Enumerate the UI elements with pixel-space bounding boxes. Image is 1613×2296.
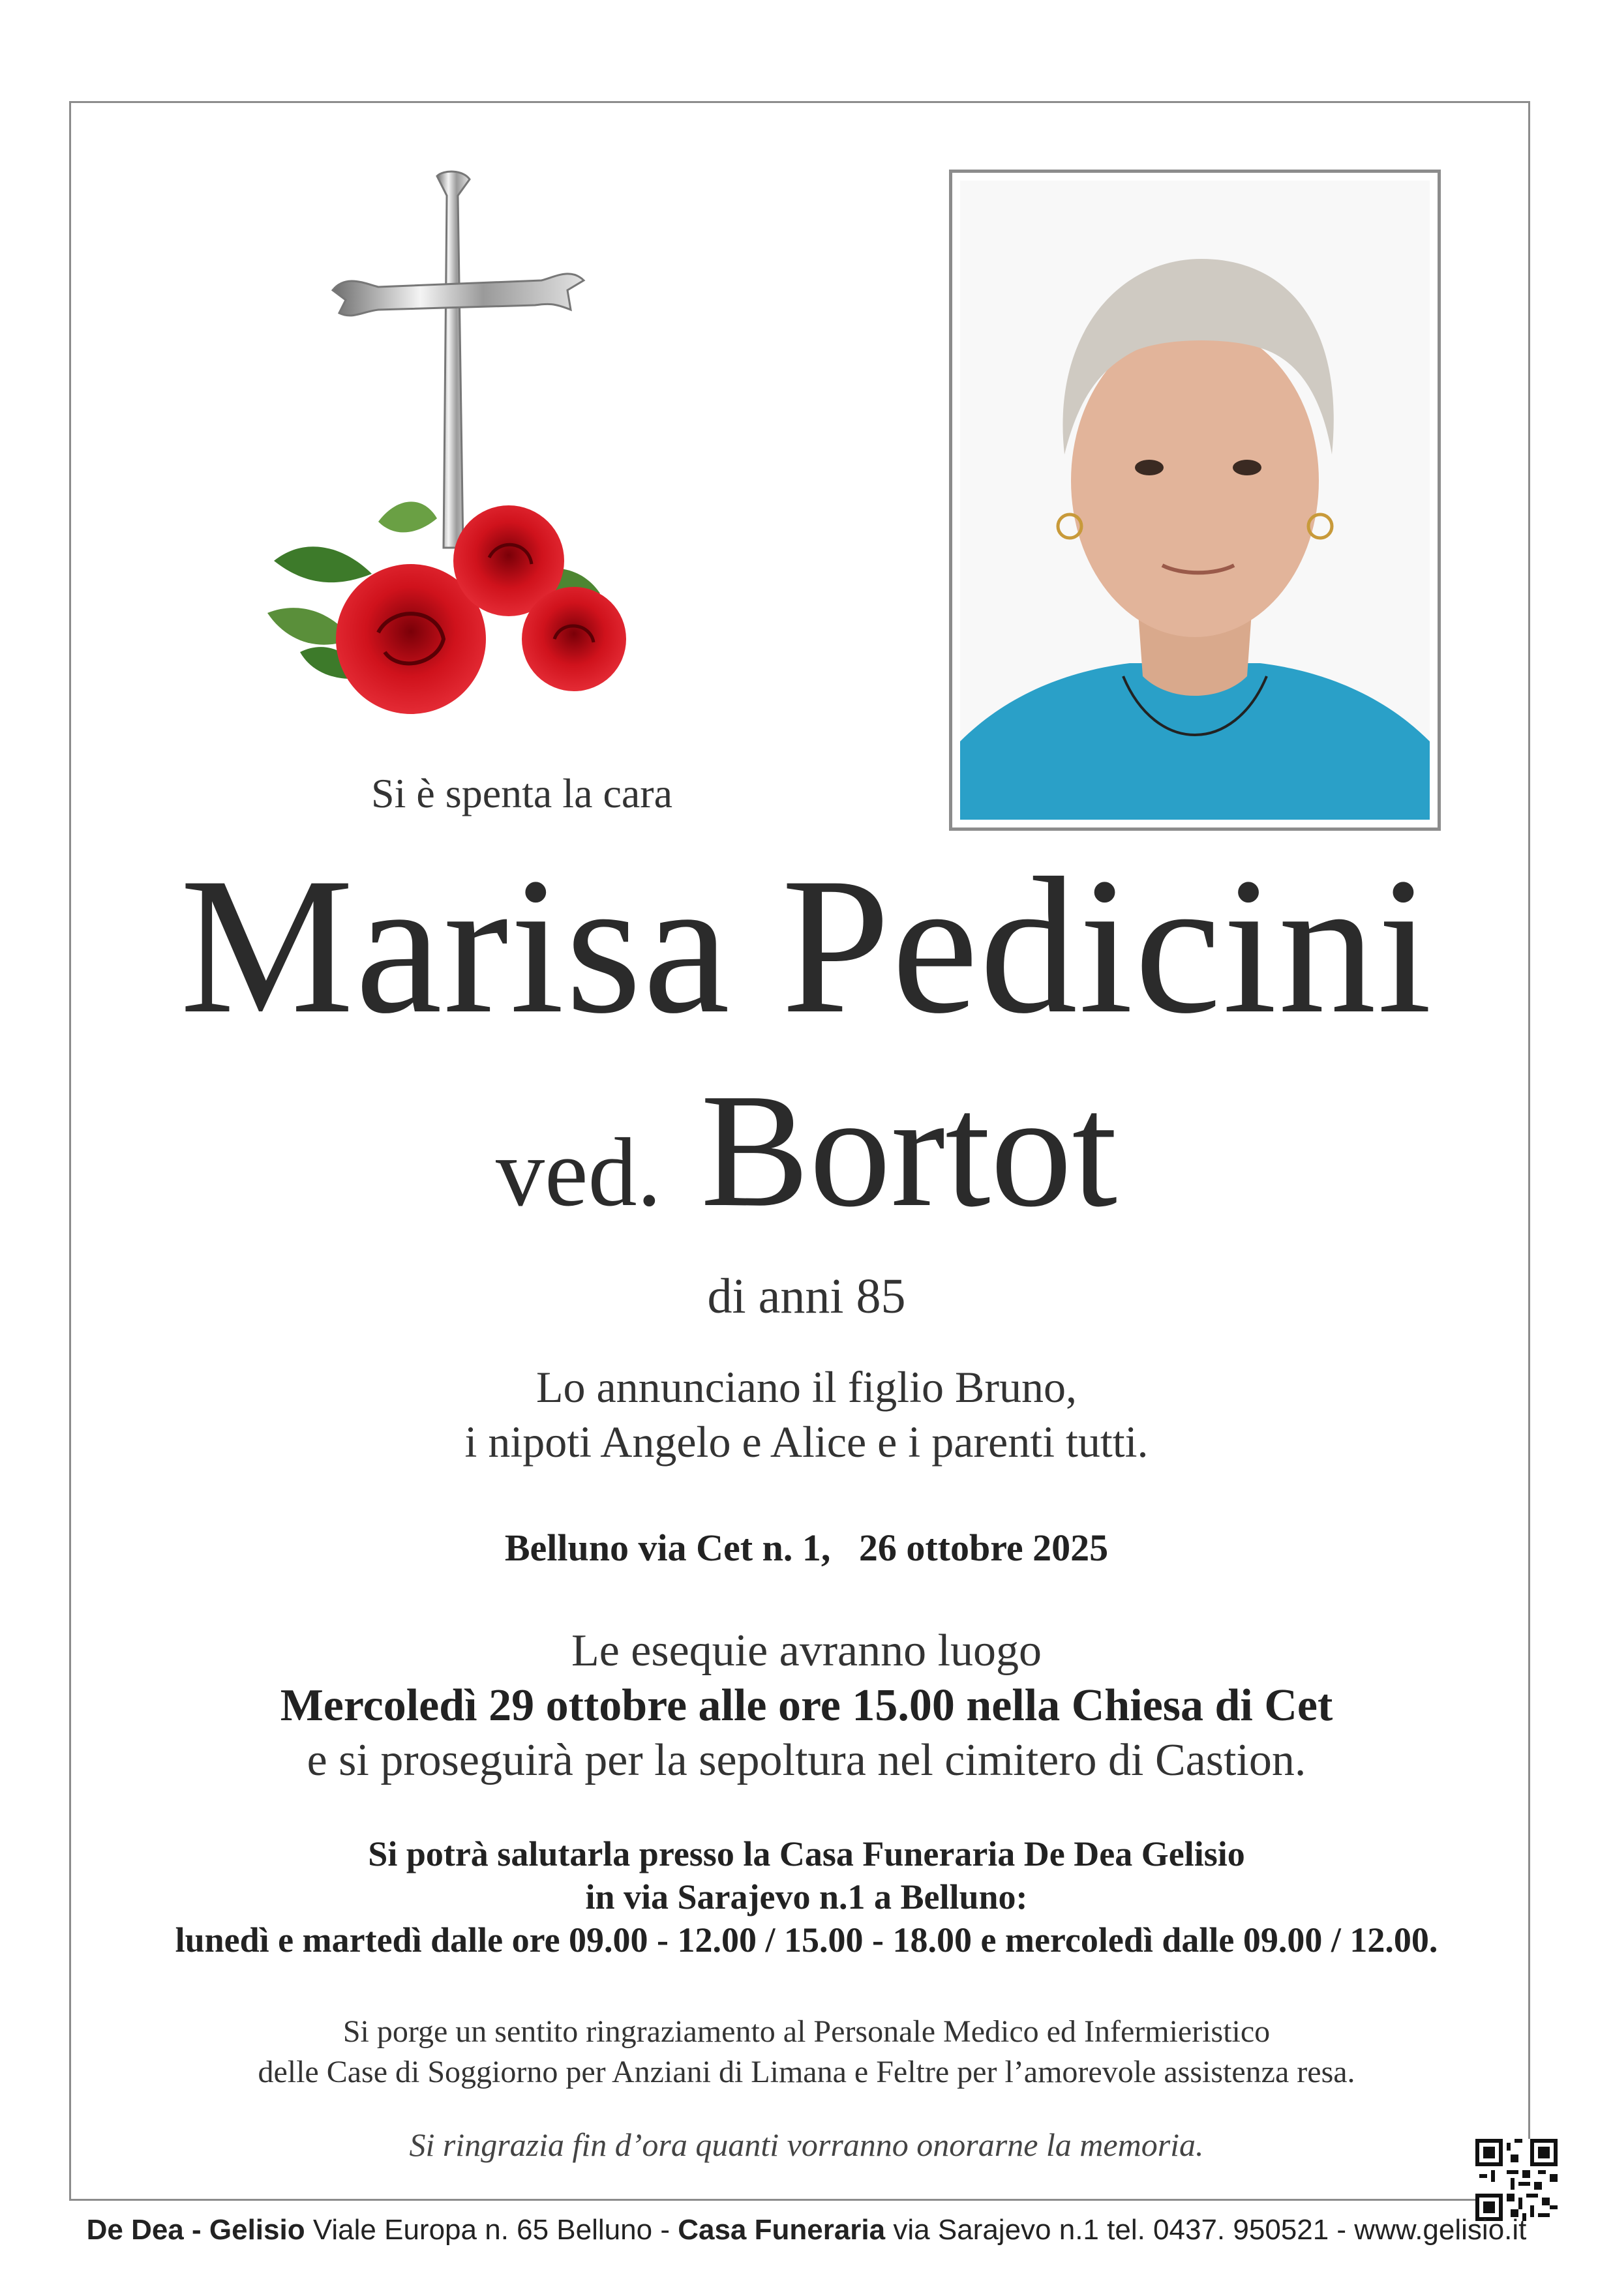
footer-company-address: Viale Europa n. 65 Belluno - bbox=[312, 2214, 670, 2246]
thanks-line: delle Case di Soggiorno per Anziani di Limana e Feltre per l’amorevole assistenza resa. bbox=[258, 2055, 1355, 2089]
announcement bbox=[0, 1360, 1613, 1469]
visitation-line: Si potrà salutarla presso la Casa Funeraria De Dea Gelisio bbox=[368, 1834, 1245, 1873]
cross-with-roses-icon bbox=[248, 157, 665, 730]
closing-text: Si ringrazia fin d’ora quanti vorranno onorarne la memoria. bbox=[409, 2126, 1204, 2163]
married-surname-line bbox=[0, 1060, 1613, 1241]
visitation-hours: lunedì e martedì dalle ore 09.00 - 12.00 / 15.00 - 18.00 e mercoledì dalle 09.00 / 12.00. bbox=[175, 1920, 1438, 1960]
thanks-text bbox=[0, 2012, 1613, 2093]
funeral-line: e si proseguirà per la sepoltura nel cimitero di Castion. bbox=[307, 1735, 1306, 1785]
age-text: di anni 85 bbox=[707, 1269, 906, 1324]
funeral-line: Le esequie avranno luogo bbox=[571, 1626, 1042, 1676]
deceased-name: Marisa Pedicini bbox=[179, 837, 1434, 1054]
married-surname: Bortot bbox=[701, 1060, 1117, 1241]
funeral-datetime: Mercoledì 29 ottobre alle ore 15.00 nella Chiesa di Cet bbox=[280, 1680, 1333, 1731]
intro-text: Si è spenta la cara bbox=[371, 770, 672, 816]
announcement-line: i nipoti Angelo e Alice e i parenti tutti. bbox=[464, 1417, 1149, 1467]
visitation-info bbox=[0, 1832, 1613, 1961]
surname-prefix: ved. bbox=[496, 1118, 662, 1227]
funeral-details bbox=[0, 1624, 1613, 1788]
portrait-icon bbox=[960, 181, 1430, 820]
footer-company: De Dea - Gelisio bbox=[86, 2214, 305, 2246]
footer-funeral-home: Casa Funeraria bbox=[678, 2214, 886, 2246]
portrait-photo bbox=[949, 170, 1441, 831]
address-date: Belluno via Cet n. 1, 26 ottobre 2025 bbox=[504, 1527, 1109, 1569]
thanks-line: Si porge un sentito ringraziamento al Personale Medico ed Infermieristico bbox=[342, 2014, 1271, 2049]
footer-funeral-home-address[interactable]: via Sarajevo n.1 tel. 0437. 950521 - www.gelisio.it bbox=[893, 2214, 1527, 2246]
footer bbox=[0, 2214, 1613, 2246]
qr-code-icon[interactable] bbox=[1475, 2139, 1558, 2221]
visitation-line: in via Sarajevo n.1 a Belluno: bbox=[585, 1877, 1028, 1916]
announcement-line: Lo annunciano il figlio Bruno, bbox=[535, 1362, 1078, 1412]
